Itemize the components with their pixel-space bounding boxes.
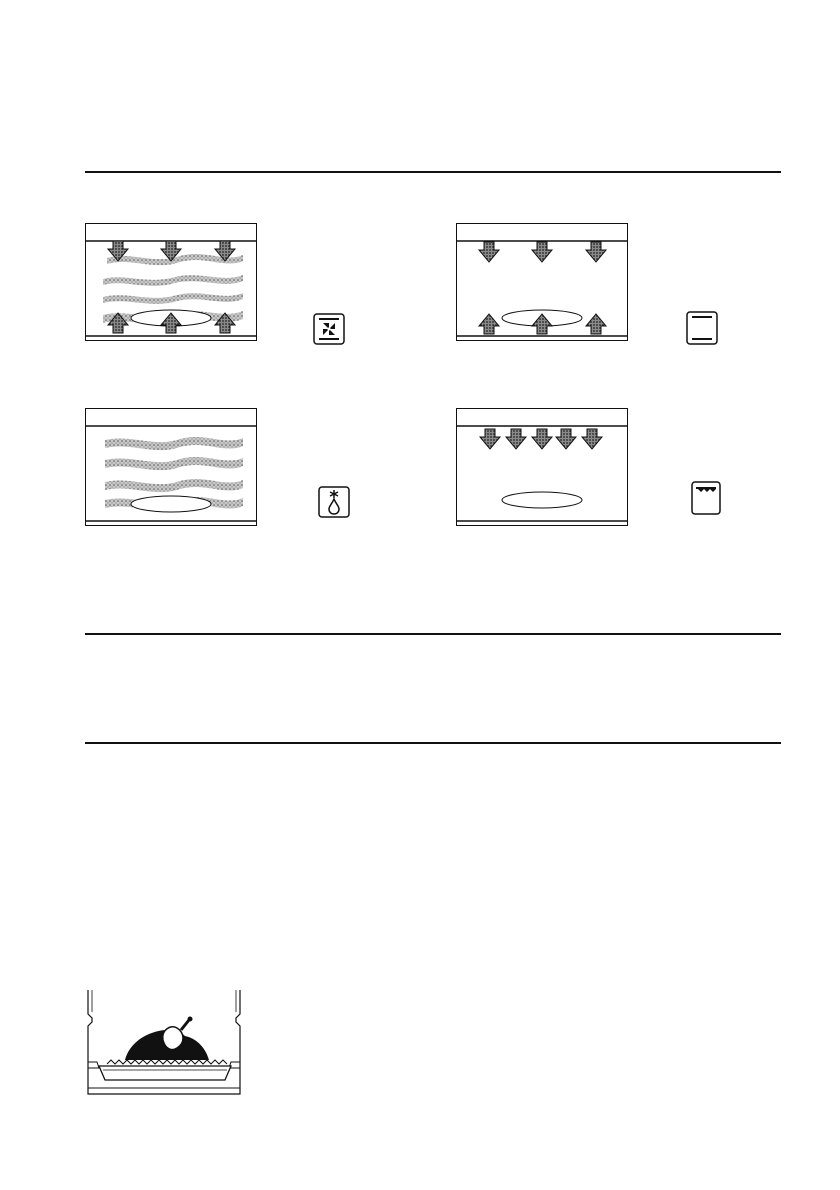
conventional-oven-diagram <box>456 223 628 343</box>
fan-icon <box>313 313 345 345</box>
section-divider-middle <box>85 633 781 635</box>
grill-icon <box>691 481 721 515</box>
defrost-diagram <box>85 408 257 528</box>
top-bottom-heat-icon <box>686 311 718 345</box>
defrost-icon <box>318 486 350 518</box>
section-divider-lower <box>85 742 781 744</box>
grill-diagram <box>456 408 628 528</box>
section-divider-top <box>85 171 781 173</box>
roasting-tray-diagram <box>85 988 245 1098</box>
fan-oven-diagram <box>85 223 257 343</box>
